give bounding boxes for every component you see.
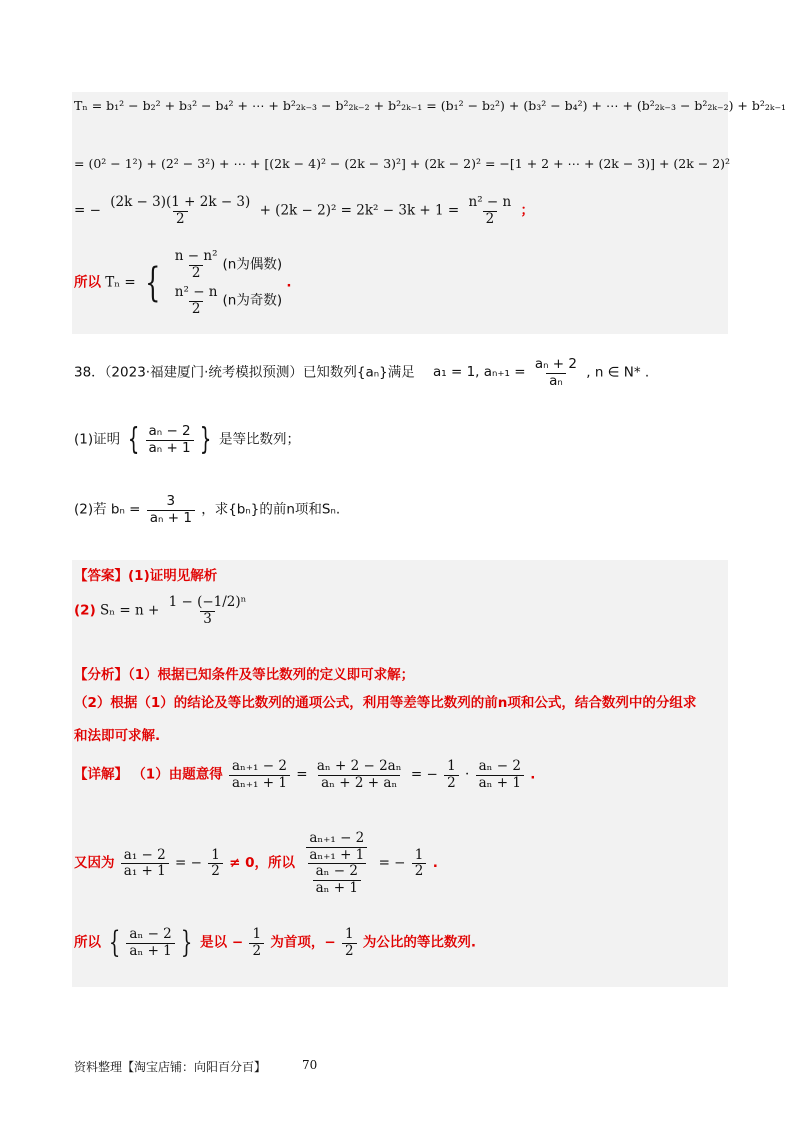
numerator: aₙ₊₁ − 2 [309, 830, 365, 846]
analysis-line-2: （2）根据（1）的结论及等比数列的通项公式，利用等差等比数列的前n项和公式，结合数列中的分组求 [74, 695, 697, 711]
denominator: aₙ [546, 373, 566, 389]
numerator: aₙ − 2 [129, 926, 172, 942]
fraction [314, 760, 405, 790]
fraction [444, 760, 459, 790]
numerator: 1 [344, 926, 354, 942]
fraction [166, 596, 250, 626]
denominator: 2 [249, 943, 264, 959]
denominator: aₙ + 1 [126, 943, 174, 959]
right-brace: } [199, 422, 211, 457]
text: ≠ 0，所以 [229, 854, 296, 871]
text: 为公比的等比数列. [362, 934, 476, 951]
denominator: 2 [173, 211, 188, 227]
problem-38-stem [74, 358, 649, 388]
fraction [249, 928, 264, 958]
compound-fraction [301, 832, 372, 895]
case-odd [170, 286, 282, 316]
case-even [170, 250, 282, 280]
denominator: 2 [208, 863, 223, 879]
text: （1）由题意得 [132, 766, 223, 783]
denominator: 2 [189, 301, 204, 317]
text: = − [175, 854, 202, 871]
text: bₙ = [110, 501, 141, 518]
solution-line-3 [74, 196, 534, 226]
numerator: a₁ − 2 [123, 846, 166, 863]
numerator: 3 [166, 493, 176, 509]
denominator: aₙ₊₁ + 1 [306, 847, 367, 863]
text: ； [520, 202, 535, 219]
fraction [412, 846, 427, 879]
fraction [313, 865, 361, 895]
text: . [286, 274, 292, 291]
solution-line-1: Tₙ = b₁² − b₂² + b₃² − b₄² + ⋯ + b²₂ₖ₋₃ − b²₂ₖ₋₂ + b²₂ₖ₋₁ = (b₁² − b₂²) + (b₃² − b₄²) + ⋯ + (b²₂ₖ₋₃ − b²₂ₖ₋₂) + b²₂ₖ₋₁ [74, 98, 787, 113]
footer-source: 资料整理【淘宝店铺：向阳百分百】 [74, 1060, 267, 1074]
text: (1)证明 [74, 431, 121, 448]
numerator: aₙ + 2 − 2aₙ [316, 758, 402, 774]
fraction [342, 928, 357, 958]
text: (n为偶数) [222, 256, 283, 273]
text: = − [74, 202, 101, 219]
page-number: 70 [302, 1058, 318, 1072]
text: ，求{bₙ}的前n项和Sₙ. [201, 501, 341, 518]
detail-conclusion [74, 925, 476, 960]
numerator: n² − n [174, 284, 218, 300]
text: . [644, 364, 650, 381]
denominator: aₙ₊₁ + 1 [229, 775, 290, 791]
text: 为首项，− [270, 934, 336, 951]
text: , n ∈ N* [586, 364, 641, 381]
text: 是等比数列； [219, 431, 301, 448]
numerator: 1 − (−1/2)ⁿ [168, 594, 247, 610]
fraction [107, 196, 253, 226]
text: Tₙ = [105, 274, 136, 291]
text: 【详解】 [74, 766, 128, 783]
text: . [432, 854, 438, 871]
denominator: 2 [342, 943, 357, 959]
denominator: aₙ + 1 [313, 880, 361, 896]
numerator: 1 [252, 926, 262, 942]
numerator: aₙ + 2 [534, 356, 577, 372]
left-brace: { [128, 422, 140, 457]
numerator: n² − n [468, 194, 512, 210]
numerator: 1 [447, 758, 456, 774]
denominator: 2 [412, 863, 427, 879]
fraction [121, 846, 169, 879]
fraction [147, 495, 195, 525]
text: 所以 [74, 934, 101, 951]
cases [170, 250, 282, 316]
text: = [296, 766, 308, 783]
text: (2) [74, 602, 96, 619]
fraction [229, 760, 290, 790]
fraction [476, 760, 524, 790]
text: a₁ = 1, aₙ₊₁ = [433, 364, 526, 381]
numerator: aₙ − 2 [315, 863, 358, 879]
analysis-line-3: 和法即可求解. [74, 728, 161, 744]
text: (n为奇数) [222, 292, 283, 309]
numerator [301, 832, 372, 863]
denominator: aₙ + 1 [146, 440, 194, 456]
fraction [208, 846, 223, 879]
denominator: 2 [189, 265, 204, 281]
denominator: aₙ + 1 [476, 775, 524, 791]
fraction [172, 250, 221, 280]
numerator: n − n² [174, 248, 218, 264]
detail-line-1 [74, 760, 535, 790]
numerator: aₙ − 2 [148, 423, 191, 439]
text: 38．（2023·福建厦门·统考模拟预测）已知数列{aₙ}满足 [74, 364, 415, 381]
problem-38-q2 [74, 495, 340, 525]
fraction [466, 196, 515, 226]
numerator: aₙ − 2 [478, 758, 521, 774]
text: 【分析】 [74, 667, 128, 683]
text: . [530, 766, 536, 783]
numerator: aₙ₊₁ − 2 [232, 758, 287, 774]
text: + (2k − 2)² = 2k² − 3k + 1 = [259, 202, 460, 219]
left-brace: { [109, 925, 121, 960]
fraction [532, 358, 580, 388]
denominator: 2 [483, 211, 498, 227]
answer-line-1: 【答案】(1)证明见解析 [74, 568, 218, 584]
text: = − [378, 854, 406, 871]
fraction [146, 425, 194, 455]
denominator: 3 [200, 611, 215, 627]
solution-conclusion [74, 250, 292, 316]
denominator: 2 [444, 775, 459, 791]
right-brace: } [180, 925, 193, 960]
text: 是以 − [200, 934, 244, 951]
detail-line-2 [74, 832, 438, 895]
fraction [306, 832, 367, 862]
text: Sₙ = n + [100, 602, 160, 619]
fraction [172, 286, 221, 316]
answer-line-2 [74, 596, 252, 626]
problem-38-q1 [74, 422, 301, 457]
text: = − [410, 766, 438, 783]
text: 所以 [74, 274, 101, 291]
denominator: aₙ + 1 [147, 510, 195, 526]
numerator: (2k − 3)(1 + 2k − 3) [110, 194, 251, 210]
text: （1）根据已知条件及等比数列的定义即可求解； [128, 667, 415, 683]
analysis-line-1 [74, 669, 414, 683]
text: (2)若 [74, 501, 107, 518]
denominator: aₙ + 2 + aₙ [318, 775, 400, 791]
left-brace: { [145, 260, 161, 306]
numerator: 1 [211, 846, 220, 863]
text: 又因为 [74, 854, 115, 871]
denominator: a₁ + 1 [121, 863, 169, 879]
solution-line-2: = (0² − 1²) + (2² − 3²) + ⋯ + [(2k − 4)² − (2k − 3)²] + (2k − 2)² = −[1 + 2 + ⋯ + (2k − 3)] + (2k − 2)² [74, 156, 731, 171]
fraction [126, 928, 174, 958]
numerator: 1 [414, 846, 424, 863]
denominator [308, 863, 366, 895]
text: · [464, 766, 470, 783]
